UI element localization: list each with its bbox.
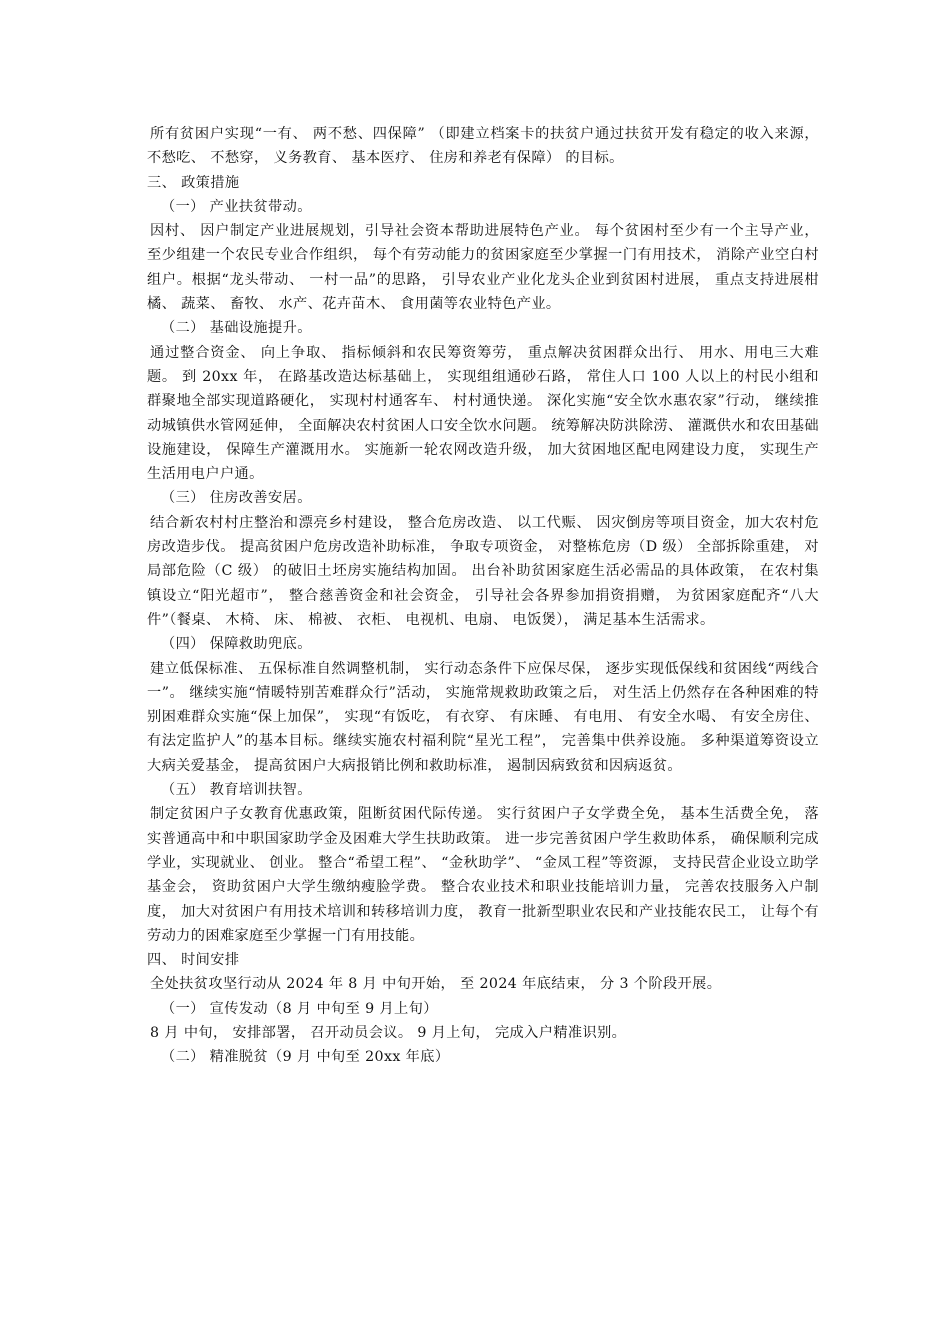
paragraph-industry: 因村、 因户制定产业进展规划，引导社会资本帮助进展特色产业。 每个贫困村至少有一个主导产业， 至少组建一个农民专业合作组织， 每个有劳动能力的贫困家庭至少掌握一门有用技术， 消除产业空白村组户。根据“龙头带动、 一村一品”的思路， 引导农业产业化龙头企业到贫困村进展， 重点支持进展柑橘、 蔬菜、 畜牧、 水产、花卉苗木、 食用菌等农业特色产业。 xyxy=(147,223,819,313)
paragraph-goals: 所有贫困户实现“一有、 两不愁、四保障” （即建立档案卡的扶贫户通过扶贫开发有稳定的收入来源， 不愁吃、 不愁穿， 义务教育、 基本医疗、 住房和养老有保障） 的目标。 xyxy=(147,126,819,167)
subsection-heading-security: （四） 保障救助兜底。 xyxy=(161,636,312,653)
paragraph-mobilization: 8 月 中旬， 安排部署， 召开动员会议。 9 月上旬， 完成入户精准识别。 xyxy=(150,1024,627,1041)
document-body xyxy=(147,122,819,1070)
subsection-heading-education: （五） 教育培训扶智。 xyxy=(161,782,312,799)
section-heading-schedule: 四、 时间安排 xyxy=(147,952,240,969)
section-heading-policy-measures: 三、 政策措施 xyxy=(147,174,240,191)
paragraph-education: 制定贫困户子女教育优惠政策，阻断贫困代际传递。 实行贫困户子女学费全免， 基本生活费全免， 落实普通高中和中职国家助学金及困难大学生扶助政策。 进一步完善贫困户学生救助体系， 确保顺利完成学业，实现就业、 创业。 整合“希望工程”、 “金秋助学”、 “金凤工程”等资源， 支持民营企业设立助学基金会， 资助贫困户大学生缴纳瘦脸学费。 整合农业技术和职业技能培训力量， 完善农技服务入户制度， 加大对贫困户有用技术培训和转移培训力度， 教育一批新型职业农民和产业技能农民工， 让每个有劳动力的困难家庭至少掌握一门有用技能。 xyxy=(147,806,819,944)
paragraph-infrastructure: 通过整合资金、 向上争取、 指标倾斜和农民筹资筹劳， 重点解决贫困群众出行、 用水、用电三大难题。 到 20xx 年， 在路基改造达标基础上， 实现组组通砂石路， 常住人口 100 人以上的村民小组和群聚地全部实现道路硬化， 实现村村通客车、 村村通快递。 深化实施“安全饮水惠农家”行动， 继续推动城镇供水管网延伸， 全面解决农村贫困人口安全饮水问题。 统筹解决防洪除涝、 灌溉供水和农田基础设施建设， 保障生产灌溉用水。 实施新一轮农网改造升级， 加大贫困地区配电网建设力度， 实现生产生活用电户户通。 xyxy=(147,344,819,483)
subsection-heading-infrastructure: （二） 基础设施提升。 xyxy=(161,320,312,337)
subsection-heading-industry: （一） 产业扶贫带动。 xyxy=(161,198,312,215)
paragraph-security: 建立低保标准、 五保标准自然调整机制， 实行动态条件下应保尽保， 逐步实现低保线和贫困线“两线合一”。 继续实施“情暖特别苦难群众行”活动， 实施常规救助政策之后， 对生活上仍然存在各种困难的特别困难群众实施“保上加保”， 实现“有饭吃， 有衣穿、 有床睡、 有电用、 有安全水喝、 有安全房住、 有法定监护人”的基本目标。继续实施农村福利院“星光工程”， 完善集中供养设施。 多种渠道筹资设立大病关爱基金， 提高贫困户大病报销比例和救助标准， 遏制因病致贫和因病返贫。 xyxy=(147,660,819,774)
paragraph-housing: 结合新农村村庄整治和漂亮乡村建设， 整合危房改造、 以工代赈、 因灾倒房等项目资金，加大农村危房改造步伐。 提高贫困户危房改造补助标准， 争取专项资金， 对整栋危房（D 级） 全部拆除重建， 对局部危险（C 级） 的破旧土坯房实施结构加固。 出台补助贫困家庭生活必需品的具体政策， 在农村集镇设立“阳光超市”， 整合慈善资金和社会资金， 引导社会各界参加捐资捐赠， 为贫困家庭配齐“八大件”（餐桌、 木椅、 床、 棉被、 衣柜、 电视机、电扇、 电饭煲）， 满足基本生活需求。 xyxy=(147,514,819,628)
subsection-heading-mobilization: （一） 宣传发动（8 月 中旬至 9 月上旬） xyxy=(161,1000,438,1017)
subsection-heading-housing: （三） 住房改善安居。 xyxy=(161,490,312,507)
paragraph-schedule: 全处扶贫攻坚行动从 2024 年 8 月 中旬开始， 至 2024 年底结束， 分 3 个阶段开展。 xyxy=(150,976,722,993)
subsection-heading-poverty-removal: （二） 精准脱贫（9 月 中旬至 20xx 年底） xyxy=(161,1049,450,1066)
